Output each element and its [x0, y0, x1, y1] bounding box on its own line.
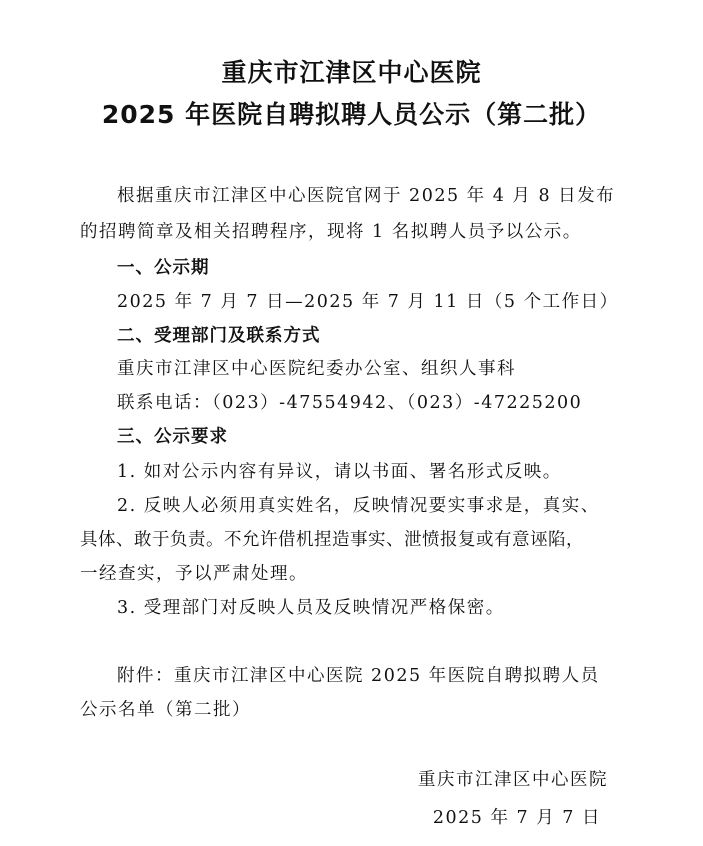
requirement-item-2-line2: 具体、敢于负责。不允许借机捏造事实、泄愤报复或有意诬陷， — [80, 530, 584, 550]
requirement-item-2-line3: 一经查实，予以严肃处理。 — [80, 564, 308, 584]
document-title-line1: 重庆市江津区中心医院 — [221, 58, 482, 87]
requirement-item-3: 3. 受理部门对反映人员及反映情况严格保密。 — [117, 598, 505, 618]
contact-department-text: 重庆市江津区中心医院纪委办公室、组织人事科 — [117, 359, 516, 379]
requirement-item-2-line1: 2. 反映人必须用真实姓名，反映情况要实事求是，真实、 — [117, 496, 600, 516]
section-publicity-period-heading: 一、公示期 — [117, 258, 210, 278]
intro-paragraph-line2: 的招聘简章及相关招聘程序，现将 1 名拟聘人员予以公示。 — [80, 222, 582, 242]
publicity-period-text: 2025 年 7 月 7 日—2025 年 7 月 11 日（5 个工作日） — [117, 292, 619, 312]
intro-paragraph-line1: 根据重庆市江津区中心医院官网于 2025 年 4 月 8 日发布 — [117, 186, 616, 206]
section-contact-heading: 二、受理部门及联系方式 — [117, 326, 321, 346]
signature-organization: 重庆市江津区中心医院 — [418, 770, 608, 790]
document-title-line2: 2025 年医院自聘拟聘人员公示（第二批） — [101, 100, 602, 129]
section-requirements-heading: 三、公示要求 — [117, 427, 228, 447]
requirement-item-1: 1. 如对公示内容有异议，请以书面、署名形式反映。 — [117, 462, 562, 482]
contact-phone-text: 联系电话：（023）-47554942、（023）-47225200 — [117, 393, 583, 413]
signature-date: 2025 年 7 月 7 日 — [432, 808, 601, 828]
attachment-line1: 附件：重庆市江津区中心医院 2025 年医院自聘拟聘人员 — [117, 666, 600, 686]
attachment-line2: 公示名单（第二批） — [80, 700, 251, 720]
